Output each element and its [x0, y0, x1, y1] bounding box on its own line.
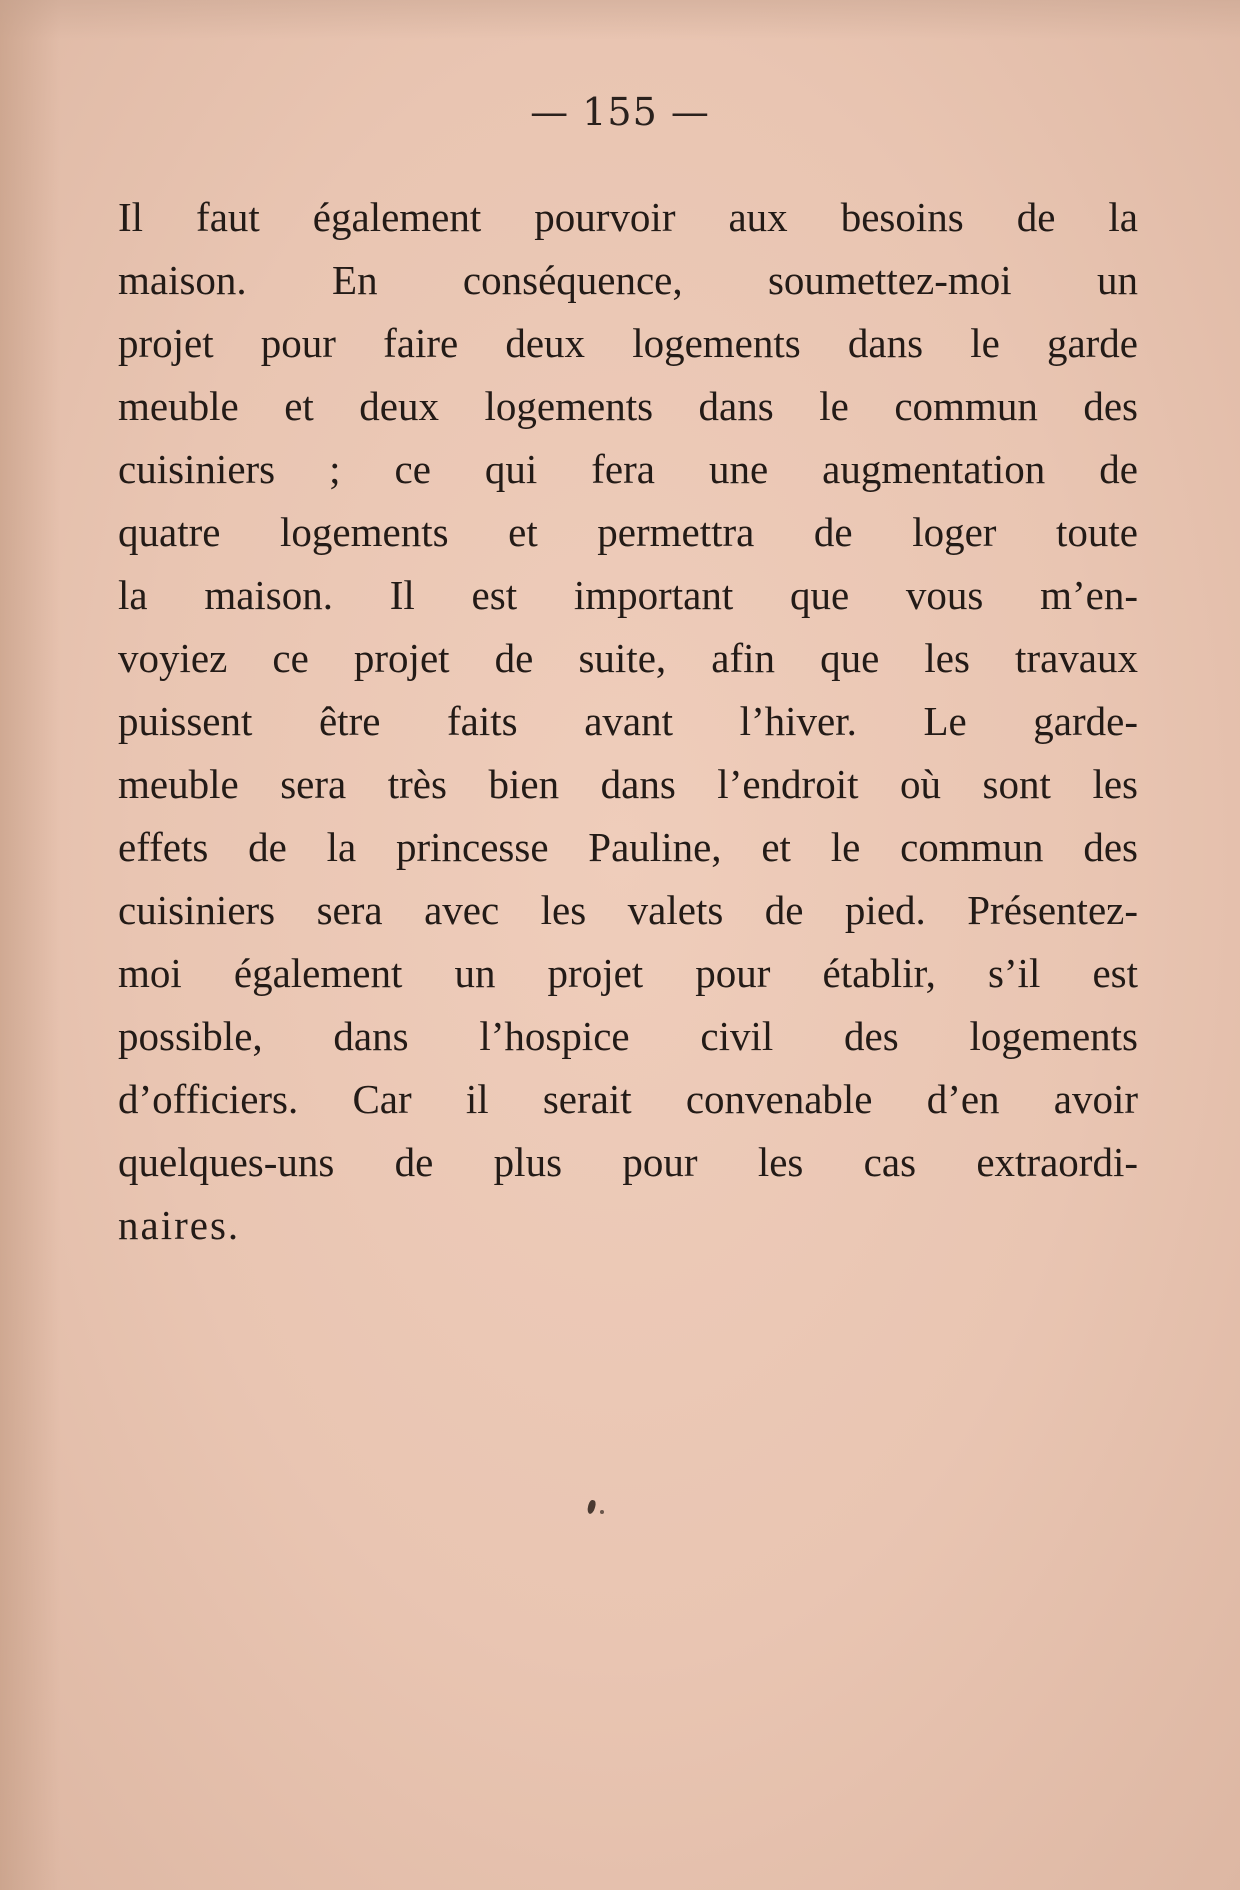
text-line: la maison. Il est important que vous m’en- — [118, 572, 1138, 618]
body-text — [118, 186, 1138, 1257]
text-line: moi également un projet pour établir, s’il est — [118, 950, 1138, 996]
text-line: maison. En conséquence, soumettez-moi un — [118, 257, 1138, 303]
page-number: — 155 — — [530, 90, 710, 134]
text-line: effets de la princesse Pauline, et le commun des — [118, 824, 1138, 870]
text-line: quatre logements et permettra de loger toute — [118, 509, 1138, 555]
text-line: possible, dans l’hospice civil des logements — [118, 1013, 1138, 1059]
text-line: cuisiniers sera avec les valets de pied. Présentez- — [118, 887, 1138, 933]
text-line: meuble et deux logements dans le commun des — [118, 383, 1138, 429]
page-edge-shadow — [0, 0, 60, 1890]
text-line: d’officiers. Car il serait convenable d’en avoir — [118, 1076, 1138, 1122]
text-line: quelques-uns de plus pour les cas extraordi- — [118, 1139, 1138, 1185]
text-line: Il faut également pourvoir aux besoins de la — [118, 194, 1138, 240]
text-line: puissent être faits avant l’hiver. Le garde- — [118, 698, 1138, 744]
ink-speck — [586, 1499, 596, 1514]
text-line: voyiez ce projet de suite, afin que les travaux — [118, 635, 1138, 681]
text-line-last: naires. — [118, 1202, 241, 1248]
text-line: projet pour faire deux logements dans le garde — [118, 320, 1138, 366]
text-line: cuisiniers ; ce qui fera une augmentation de — [118, 446, 1138, 492]
ink-speck — [600, 1510, 604, 1514]
text-line: meuble sera très bien dans l’endroit où sont les — [118, 761, 1138, 807]
page-top-shadow — [0, 0, 1240, 40]
